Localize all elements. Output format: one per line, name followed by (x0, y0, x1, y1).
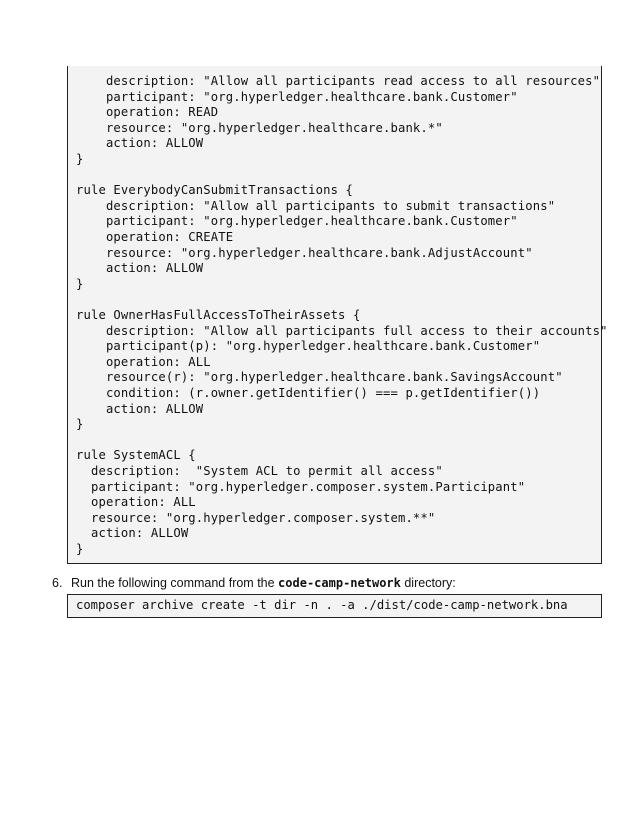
step-text-before: Run the following command from the (71, 576, 279, 590)
code-line: condition: (r.owner.getIdentifier() === p.getIdentifier()) (76, 386, 541, 400)
step-text-after: directory: (400, 576, 456, 590)
directory-name: code-camp-network (278, 576, 401, 590)
code-line: description: "System ACL to permit all access" (76, 464, 443, 478)
code-line: participant: "org.hyperledger.healthcare.bank.Customer" (76, 214, 518, 229)
code-line: action: ALLOW (76, 401, 204, 416)
code-line: operation: READ (76, 105, 219, 120)
code-line: resource: "org.hyperledger.healthcare.bank.*" (76, 120, 443, 135)
code-line: rule OwnerHasFullAccessToTheirAssets { (76, 308, 361, 322)
code-line: resource: "org.hyperledger.composer.system.**" (76, 510, 436, 525)
code-line: resource(r): "org.hyperledger.healthcare.bank.SavingsAccount" (76, 370, 563, 385)
code-line: } (76, 276, 84, 291)
code-line: description: "Allow all participants full access to their accounts" (76, 323, 608, 338)
command-line: composer archive create -t dir -n . -a ./dist/code-camp-network.bna (76, 598, 568, 612)
step-number: 6. (52, 576, 63, 590)
code-line: rule SystemACL { (76, 448, 196, 463)
code-line: operation: ALL (76, 495, 196, 510)
acl-code-block (67, 66, 608, 564)
code-line: participant: "org.hyperledger.composer.system.Participant" (76, 479, 526, 494)
code-line: } (76, 152, 84, 166)
command-block (67, 594, 602, 618)
code-line: participant: "org.hyperledger.healthcare.bank.Customer" (76, 89, 518, 104)
code-line: description: "Allow all participants read access to all resources" (76, 74, 601, 88)
code-line: rule EverybodyCanSubmitTransactions { (76, 183, 354, 198)
code-line: operation: ALL (76, 354, 211, 369)
code-line: participant(p): "org.hyperledger.healthcare.bank.Customer" (76, 339, 541, 354)
code-line: } (76, 417, 84, 432)
code-line: action: ALLOW (76, 526, 189, 541)
code-line: resource: "org.hyperledger.healthcare.bank.AdjustAccount" (76, 245, 533, 260)
step-6 (52, 576, 456, 590)
code-line: description: "Allow all participants to submit transactions" (76, 198, 556, 213)
code-line: operation: CREATE (76, 230, 234, 244)
code-line: action: ALLOW (76, 136, 204, 151)
code-line: action: ALLOW (76, 261, 204, 276)
code-line: } (76, 542, 84, 556)
